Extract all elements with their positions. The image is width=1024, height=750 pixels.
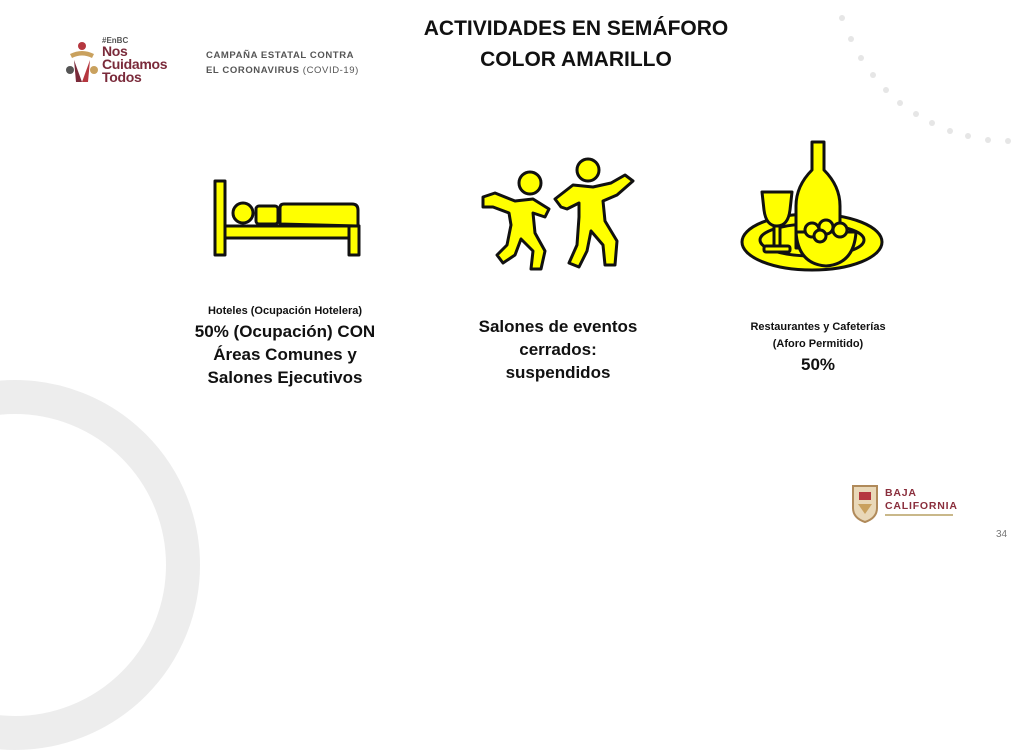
brand-line-1: BAJA (885, 487, 917, 499)
logo-line-3: Todos (102, 69, 142, 85)
brand-line-2: CALIFORNIA (885, 500, 958, 512)
restaurant-icon (738, 140, 888, 272)
restaurants-line-1: Restaurantes y Cafeterías (750, 321, 886, 333)
page-number: 34 (996, 529, 1008, 540)
hotels-line-1: 50% (Ocupación) CON (194, 322, 376, 341)
hotels-line-2: Áreas Comunes y (213, 345, 357, 364)
nos-cuidamos-todos-logo (62, 36, 192, 86)
baja-california-logo (850, 482, 960, 524)
state-shield-icon (850, 482, 880, 524)
event-halls-line-1: Salones de eventos (478, 317, 638, 336)
campaign-text (206, 48, 359, 78)
title-line-2: COLOR AMARILLO (480, 48, 672, 71)
restaurants-line-2: (Aforo Permitido) (772, 338, 864, 350)
logo-line-1: Nos (102, 43, 128, 59)
hotels-line-3: Salones Ejecutivos (207, 368, 363, 387)
logo-line-2: Cuidamos (102, 56, 168, 72)
title-line-1: ACTIVIDADES EN SEMÁFORO (423, 17, 729, 40)
bed-icon (212, 178, 362, 258)
event-halls-line-2: cerrados: (519, 340, 597, 359)
people-emblem-icon (62, 40, 102, 84)
brand-underline (885, 514, 953, 516)
dancing-people-icon (475, 155, 645, 273)
logo-hashtag: #EnBC (102, 36, 129, 45)
campaign-line-1: CAMPAÑA ESTATAL CONTRA (206, 50, 355, 61)
page-title (376, 13, 776, 75)
event-halls-line-3: suspendidos (505, 363, 611, 382)
hotels-subtitle: Hoteles (Ocupación Hotelera) (207, 305, 363, 317)
campaign-line-2: EL CORONAVIRUS (COVID-19) (206, 65, 359, 76)
hotels-caption (175, 303, 395, 389)
decorative-arc (0, 380, 200, 750)
restaurants-percentage: 50% (800, 355, 836, 374)
event-halls-caption (448, 315, 668, 384)
restaurants-caption (708, 319, 928, 376)
